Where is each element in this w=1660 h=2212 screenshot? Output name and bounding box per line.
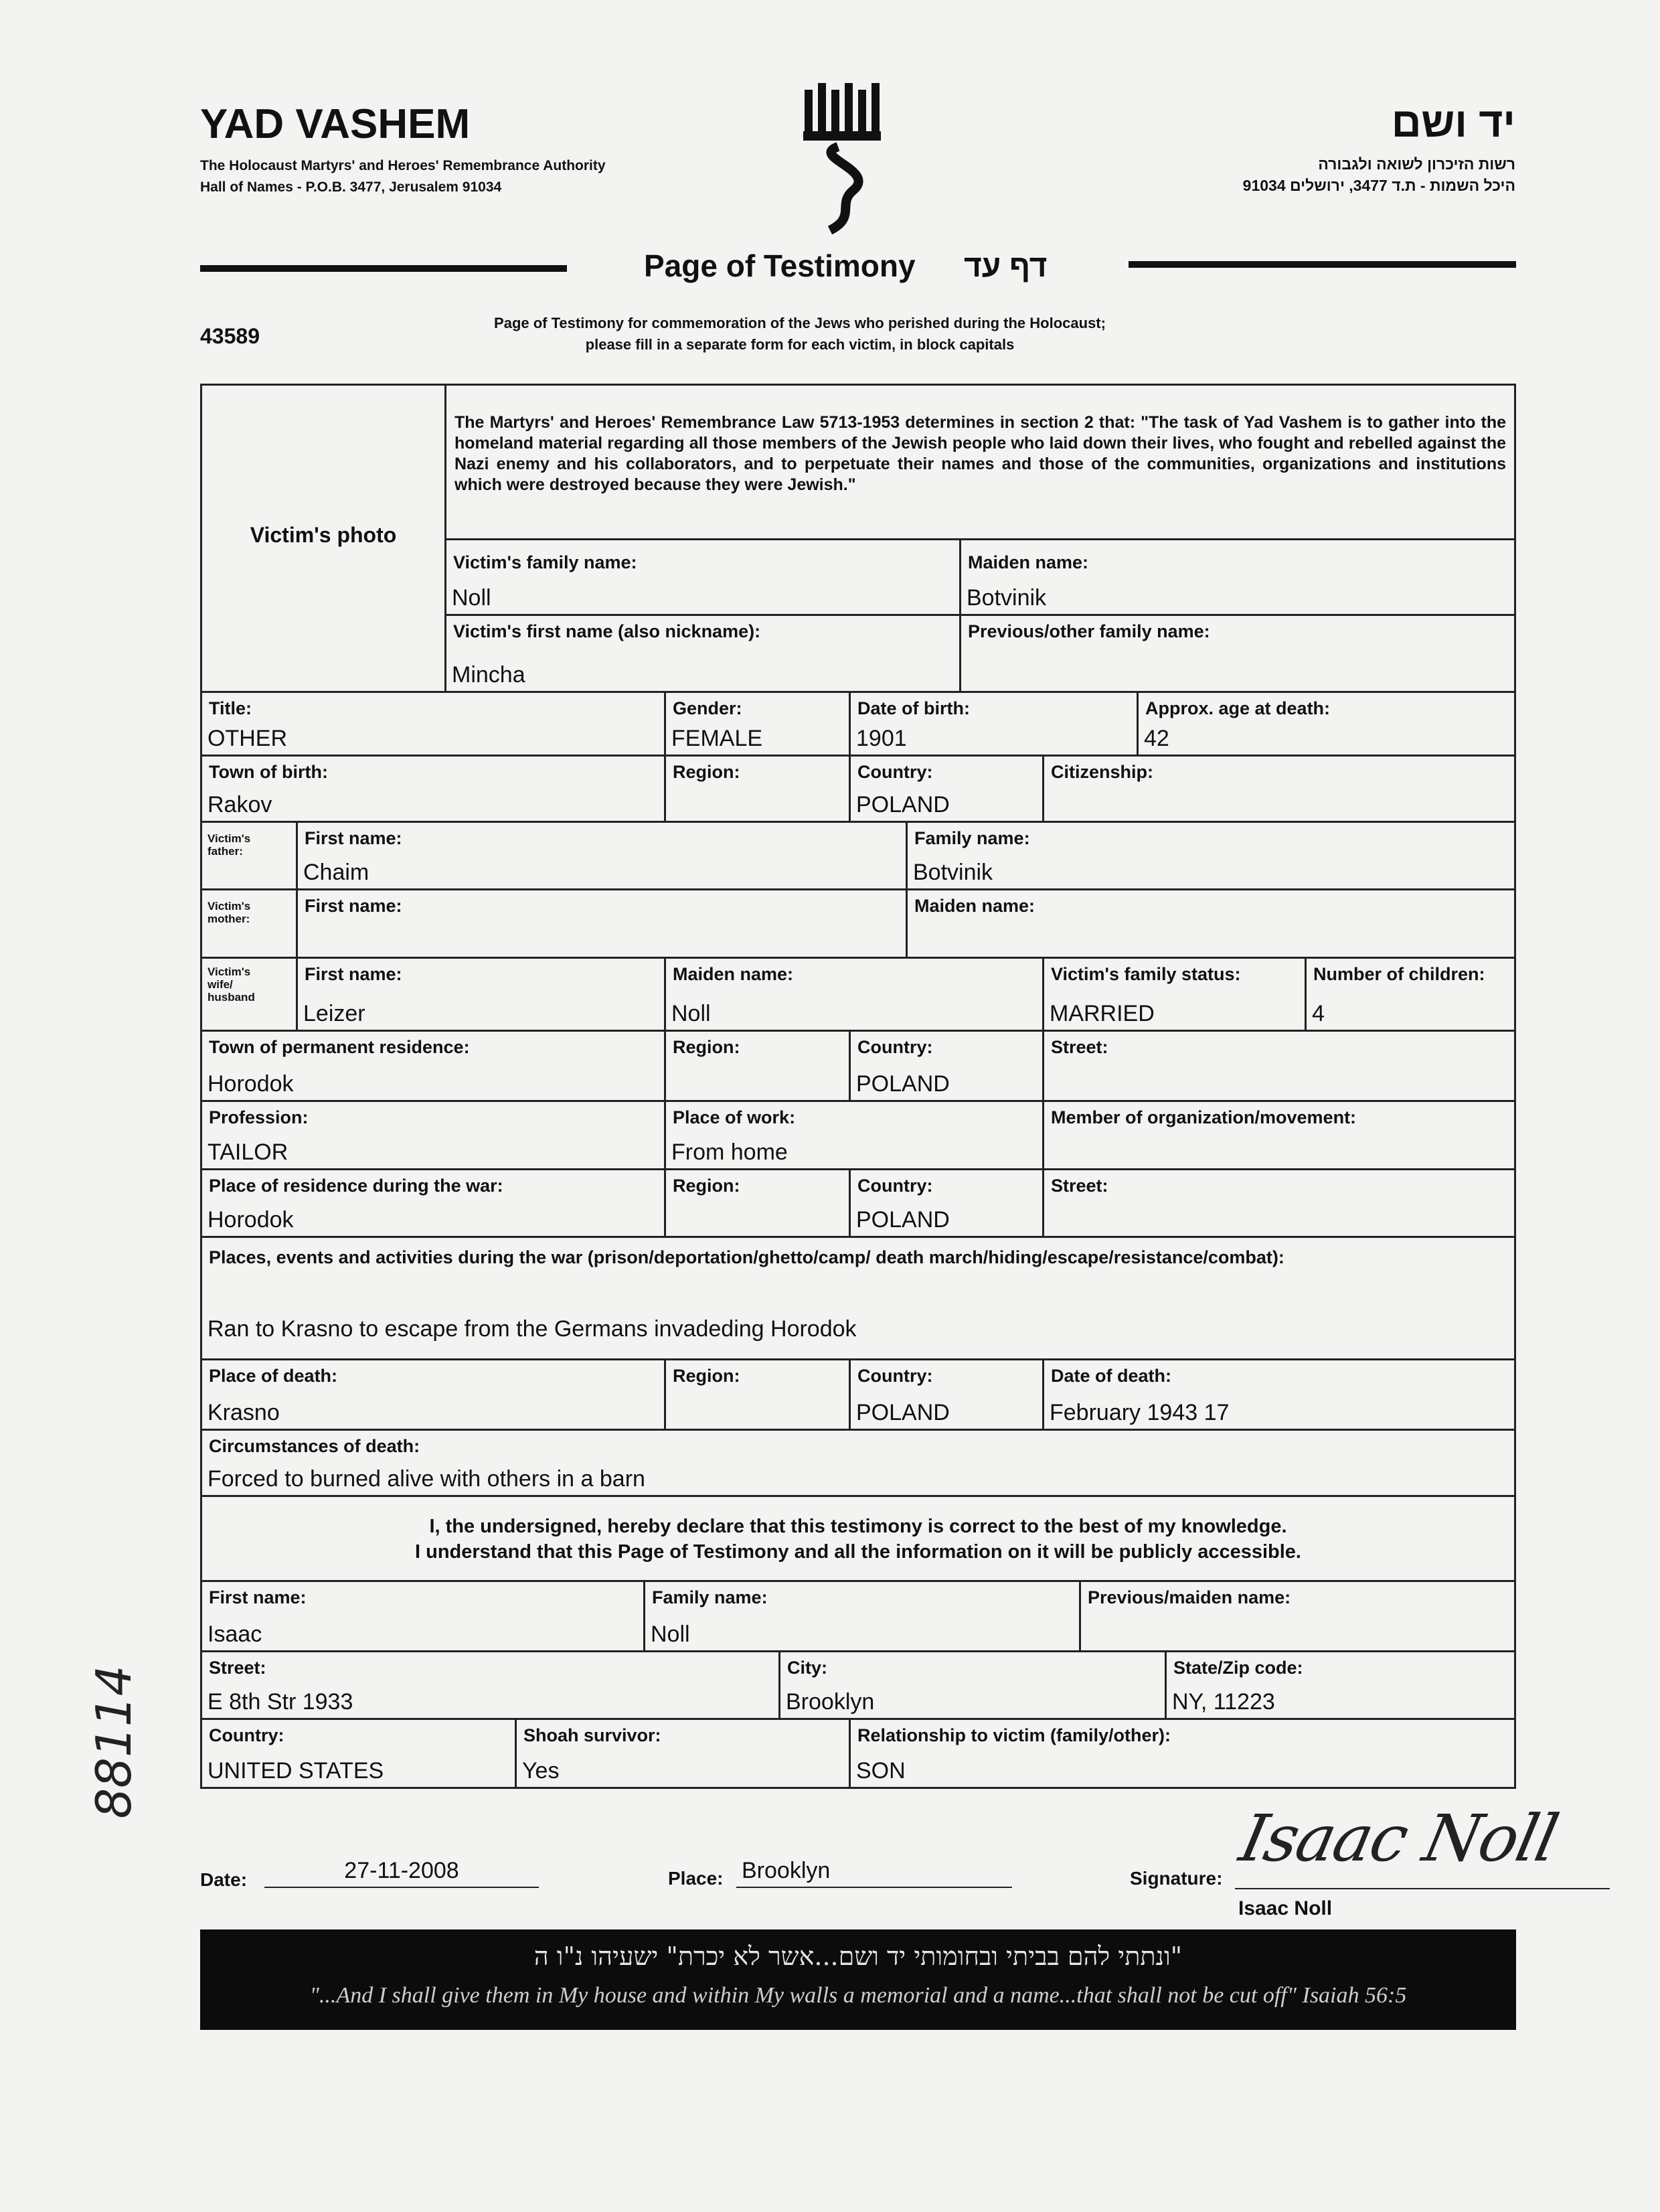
signature-field[interactable] [1235,1801,1610,1889]
spouse-first-name-field[interactable] [296,957,666,1032]
label: Circumstances of death: [209,1436,420,1456]
label: First name: [305,964,402,984]
label: Maiden name: [914,896,1035,916]
value: Noll [671,1001,711,1026]
label: Profession: [209,1107,309,1127]
label: Place of death: [209,1366,338,1386]
value: Ran to Krasno to escape from the Germans invadeding Horodok [208,1316,857,1342]
father-family-name-field[interactable] [906,821,1516,890]
label: Family name: [652,1587,768,1607]
death-country-field[interactable] [849,1358,1044,1431]
org-sub-he-1: רשות הזיכרון לשואה ולגבורה [1318,155,1515,173]
value: 1901 [856,726,907,751]
law-text: The Martyrs' and Heroes' Remembrance Law 5713-1953 determines in section 2 that: "The task of Yad Vashem is to gather into the homeland material regarding all those members of the Jewish people who laid down their lives, who fought and rebelled against the Nazi enemy and his collaborators, and to perpetuate their names and those of the communities, organizations and institutions which were destroyed because they were Jewish." [454,413,1506,494]
label: First name: [305,896,402,916]
value: TAILOR [208,1139,288,1165]
value: E 8th Str 1933 [208,1689,353,1715]
war-town-field[interactable] [200,1168,666,1238]
label: Region: [673,1037,740,1057]
declaration-line-1: I, the undersigned, hereby declare that this testimony is correct to the best of my knowledge. [429,1516,1287,1537]
label: Maiden name: [673,964,794,984]
place-value: Brooklyn [742,1858,831,1883]
father-side-label-cell [200,821,298,890]
shoah-survivor-field[interactable] [515,1718,851,1789]
submitter-street-field[interactable] [200,1650,780,1720]
family-status-field[interactable] [1042,957,1307,1032]
relationship-field[interactable] [849,1718,1516,1789]
label: Region: [673,1176,740,1196]
value: FEMALE [671,726,763,751]
label: State/Zip code: [1173,1658,1303,1678]
org-name-en: YAD VASHEM [200,101,471,147]
org-sub-he-2: היכל השמות - ת.ד 3477, ירושלים 91034 [1242,177,1515,194]
death-date-field[interactable] [1042,1358,1516,1431]
value: February 1943 17 [1050,1400,1230,1425]
value: Leizer [303,1001,365,1026]
war-region-field[interactable] [664,1168,851,1238]
value: Krasno [208,1400,280,1425]
value: 4 [1312,1001,1325,1026]
place-field[interactable] [736,1854,1012,1888]
label: Street: [209,1658,266,1678]
mother-maiden-name-field[interactable] [906,888,1516,959]
value: POLAND [856,1071,950,1097]
signature-label: Signature: [1130,1868,1223,1889]
declaration-line-2: I understand that this Page of Testimony and all the information on it will be publicly accessible. [414,1541,1301,1563]
header-rule-left [200,265,567,272]
date-value: 27-11-2008 [344,1858,459,1883]
date-field[interactable] [264,1854,539,1888]
label: Country: [209,1725,284,1745]
value: Noll [651,1622,690,1647]
perm-country-field[interactable] [849,1030,1044,1102]
victim-first-name-field[interactable] [444,614,961,693]
label: Region: [673,762,740,782]
value: POLAND [856,792,950,817]
intro-line-1: Page of Testimony for commemoration of the Jews who perished during the Holocaust; [494,315,1106,331]
label: Title: [209,698,252,718]
label: Date of death: [1051,1366,1172,1386]
yad-vashem-logo [797,83,890,237]
value: Chaim [303,860,369,885]
place-of-work-field[interactable] [664,1100,1044,1170]
spouse-side-label-cell [200,957,298,1032]
value: MARRIED [1050,1001,1155,1026]
value: Rakov [208,792,272,817]
label: Maiden name: [968,552,1089,572]
war-street-field[interactable] [1042,1168,1516,1238]
maiden-name-field[interactable] [959,538,1516,616]
quote-english: "...And I shall give them in My house and within My walls a memorial and a name...that shall not be cut off" Isaiah 56:5 [309,1983,1407,2008]
submitter-state-zip-field[interactable] [1165,1650,1516,1720]
membership-field[interactable] [1042,1100,1516,1170]
label: Approx. age at death: [1145,698,1331,718]
label: Country: [857,1037,933,1057]
org-sub-en-1: The Holocaust Martyrs' and Heroes' Remembrance Authority [200,158,606,173]
other-family-name-field[interactable] [959,614,1516,693]
label: Victim's family status: [1051,964,1241,984]
quote-hebrew: "ונתתי להם בביתי ובחומותי יד ושם...אשר לא יכרת" ישעיהו נ"ו ה [533,1942,1183,1971]
label: Country: [857,762,933,782]
declaration-box [200,1495,1516,1582]
value: UNITED STATES [208,1758,384,1784]
label: Street: [1051,1176,1108,1196]
quote-banner [200,1929,1516,2030]
label: First name: [305,828,402,848]
label: Victim's first name (also nickname): [453,621,761,641]
submitter-prev-name-field[interactable] [1079,1580,1516,1652]
label: Citizenship: [1051,762,1153,782]
value: Mincha [452,662,525,688]
side-handwritten-number: 88114 [86,1665,142,1819]
page-title-he: דף עד [964,248,1048,283]
value: Botvinik [913,860,993,885]
header-rule-right [1129,261,1516,268]
death-circumstances-field[interactable] [200,1429,1516,1497]
father-side-label: Victim's father: [208,832,251,858]
form-number: 43589 [200,324,260,348]
date-label: Date: [200,1869,248,1890]
submitter-family-name-field[interactable] [643,1580,1081,1652]
value: From home [671,1139,788,1165]
spouse-maiden-name-field[interactable] [664,957,1044,1032]
victim-photo-box[interactable] [200,384,446,693]
value: SON [856,1758,906,1784]
citizenship-field[interactable] [1042,755,1516,823]
label: Region: [673,1366,740,1386]
signature-handwritten: Isaac Noll [1234,1801,1564,1876]
spouse-side-label: Victim's wife/ husband [208,965,255,1004]
label: Number of children: [1313,964,1485,984]
age-at-death-field[interactable] [1137,691,1516,757]
label: Town of permanent residence: [209,1037,470,1057]
org-name-he: יד ושם [1391,100,1515,146]
label: Street: [1051,1037,1108,1057]
photo-label: Victim's photo [250,523,397,547]
value: OTHER [208,726,287,751]
victim-family-name-field[interactable] [444,538,961,616]
org-sub-en-2: Hall of Names - P.O.B. 3477, Jerusalem 91034 [200,179,502,195]
perm-town-field[interactable] [200,1030,666,1102]
perm-street-field[interactable] [1042,1030,1516,1102]
label: Family name: [914,828,1030,848]
label: Country: [857,1176,933,1196]
label: Gender: [673,698,742,718]
label: Previous/maiden name: [1088,1587,1291,1607]
intro-line-2: please fill in a separate form for each victim, in block capitals [585,336,1015,353]
label: Shoah survivor: [523,1725,661,1745]
value: Yes [522,1758,560,1784]
value: Horodok [208,1207,294,1233]
label: Places, events and activities during the war (prison/deportation/ghetto/camp/ death march/hiding/escape/resistance/combat): [209,1247,1284,1267]
label: Date of birth: [857,698,970,718]
number-of-children-field[interactable] [1305,957,1516,1032]
father-first-name-field[interactable] [296,821,908,890]
label: Country: [857,1366,933,1386]
place-label: Place: [668,1868,724,1889]
value: Horodok [208,1071,294,1097]
value: Botvinik [967,585,1047,611]
mother-side-label: Victim's mother: [208,900,251,925]
label: First name: [209,1587,307,1607]
value: NY, 11223 [1172,1689,1275,1715]
submitter-country-field[interactable] [200,1718,517,1789]
war-country-field[interactable] [849,1168,1044,1238]
signature-printed-name: Isaac Noll [1238,1897,1333,1919]
value: POLAND [856,1400,950,1425]
label: City: [787,1658,827,1678]
death-region-field[interactable] [664,1358,851,1431]
profession-field[interactable] [200,1100,666,1170]
label: Place of residence during the war: [209,1176,503,1196]
label: Victim's family name: [453,552,637,572]
label: Relationship to victim (family/other): [857,1725,1171,1745]
war-events-field[interactable] [200,1236,1516,1360]
mother-side-label-cell [200,888,298,959]
birth-country-field[interactable] [849,755,1044,823]
label: Previous/other family name: [968,621,1210,641]
label: Member of organization/movement: [1051,1107,1357,1127]
page-title: Page of Testimony [644,248,916,283]
value: Forced to burned alive with others in a barn [208,1466,645,1492]
value: POLAND [856,1207,950,1233]
label: Town of birth: [209,762,328,782]
title-field[interactable] [200,691,666,757]
birth-region-field[interactable] [664,755,851,823]
submitter-city-field[interactable] [778,1650,1167,1720]
value: 42 [1144,726,1169,751]
law-text-box [444,384,1516,540]
mother-first-name-field[interactable] [296,888,908,959]
submitter-first-name-field[interactable] [200,1580,645,1652]
value: Brooklyn [786,1689,875,1715]
death-place-field[interactable] [200,1358,666,1431]
value: Noll [452,585,491,611]
label: Place of work: [673,1107,796,1127]
perm-region-field[interactable] [664,1030,851,1102]
value: Isaac [208,1622,262,1647]
town-of-birth-field[interactable] [200,755,666,823]
dob-field[interactable] [849,691,1139,757]
gender-field[interactable] [664,691,851,757]
